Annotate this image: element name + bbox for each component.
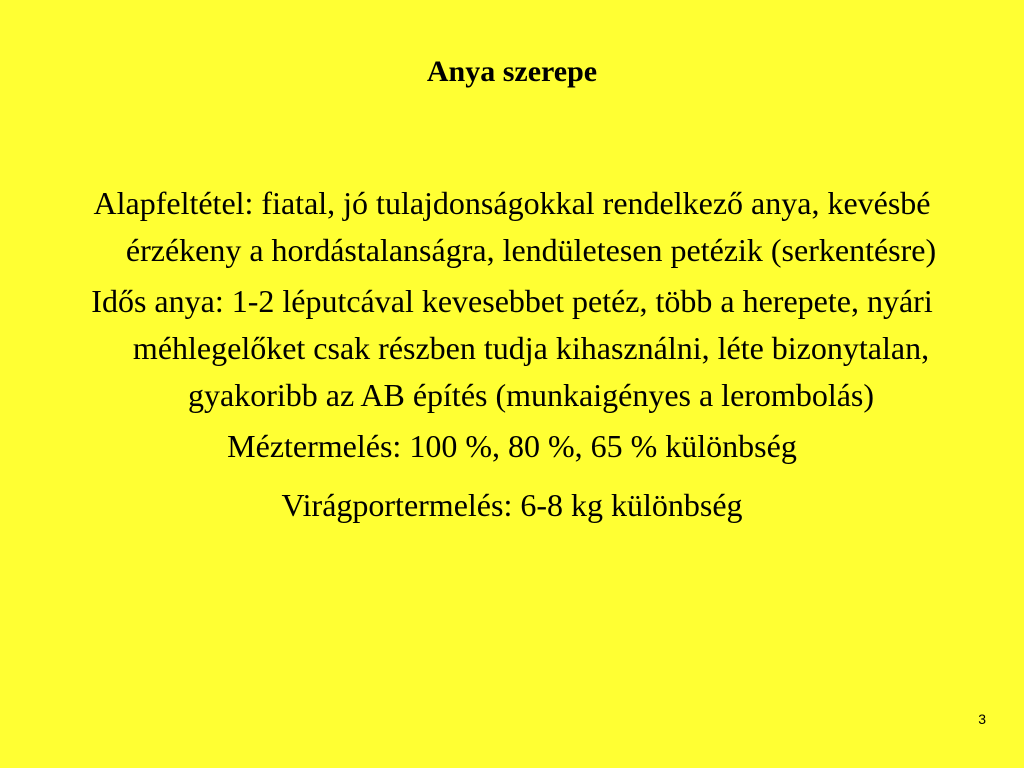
paragraph-idos-anya: Idős anya: 1-2 léputcával kevesebbet petéz, több a herepete, nyári méhlegelőket csak részben tudja kihasználni, léte bizonytalan, gyakoribb az AB építés (munkaigényes a lerombolás) bbox=[91, 283, 933, 413]
slide-body bbox=[40, 180, 984, 529]
slide-title: Anya szerepe bbox=[426, 55, 598, 88]
paragraph-meztermeles: Méztermelés: 100 %, 80 %, 65 % különbség bbox=[227, 428, 797, 464]
paragraph-viragportermeles: Virágportermelés: 6-8 kg különbség bbox=[281, 487, 743, 523]
paragraph-alapfeltetel: Alapfeltétel: fiatal, jó tulajdonságokkal rendelkező anya, kevésbé érzékeny a hordástalanságra, lendületesen petézik (serkentésre) bbox=[93, 185, 937, 268]
page-number: 3 bbox=[978, 711, 986, 727]
